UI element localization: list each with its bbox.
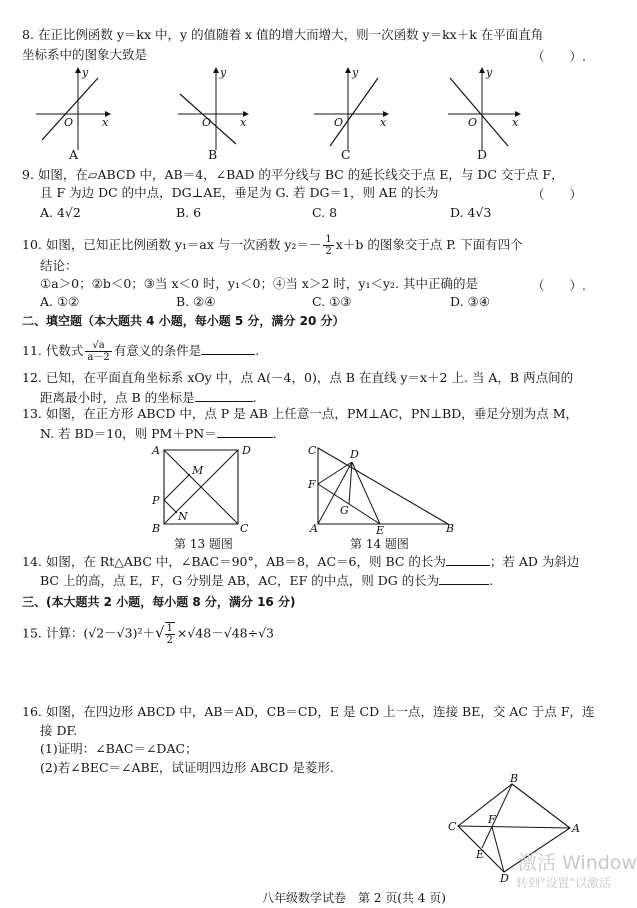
fig13-label-p: P	[152, 494, 160, 507]
fig16-label-a: A	[572, 822, 580, 835]
q8-d-y: y	[486, 66, 493, 79]
q15-fraction	[165, 622, 175, 646]
figure-13	[140, 440, 260, 540]
fig13-label-c: C	[240, 522, 249, 535]
section-3-heading: 三、(本大题共 2 小题，每小题 8 分，满分 16 分)	[22, 595, 296, 609]
q10-option-d: D. ③④	[450, 294, 490, 309]
q8-line1: 8. 在正比例函数 y＝kx 中，y 的值随着 x 值的增大而增大，则一次函数 y＝kx＋k 在平面直角	[22, 27, 544, 42]
q12-line2-text: 距离最小时，点 B 的坐标是	[40, 390, 195, 405]
q8-d-x: x	[512, 116, 519, 129]
q10-option-c: C. ①③	[312, 294, 352, 309]
q8-option-a: A	[69, 147, 79, 162]
q9-line1: 9. 如图，在▱ABCD 中，AB＝4，∠BAD 的平分线与 BC 的延长线交于点 E，与 DC 交于点 F，	[22, 167, 564, 182]
q8-a-y: y	[82, 66, 89, 79]
fig16-label-d: D	[500, 872, 509, 882]
q12-end: .	[252, 390, 257, 405]
fig16-label-e: E	[476, 848, 485, 861]
q10-line1-head: 10. 如图，已知正比例函数 y₁＝ax 与一次函数 y₂＝－	[22, 237, 322, 252]
q8-answer-paren: （ ）.	[532, 49, 586, 64]
q16-line2: 接 DF.	[40, 723, 78, 738]
q9-answer-paren: （ ）	[532, 187, 583, 202]
q8-graph-b	[178, 66, 248, 150]
q8-option-c: C	[341, 147, 351, 162]
q11-fraction	[85, 340, 111, 363]
q8-c-y: y	[352, 66, 359, 79]
q8-a-o: O	[64, 116, 74, 129]
q10-line2: 结论：	[40, 258, 78, 273]
q8-option-graphs	[0, 60, 637, 170]
q14-line1-post: ；若 AD 为斜边	[489, 554, 580, 569]
q8-b-x: x	[240, 116, 247, 129]
q14-answer-blank-2[interactable]	[439, 572, 489, 585]
q8-option-b: B	[208, 147, 218, 162]
page-footer: 八年级数学试卷 第 2 页(共 4 页)	[262, 891, 446, 905]
q16-line4: (2)若∠BEC＝∠ABE，试证明四边形 ABCD 是菱形.	[40, 760, 334, 775]
q13-answer-blank[interactable]	[217, 425, 273, 438]
fig14-label-b: B	[446, 522, 455, 535]
fig14-label-c: C	[308, 444, 317, 457]
q8-graph-a	[36, 66, 110, 150]
fig13-label-d: D	[242, 444, 251, 457]
q12-answer-blank[interactable]	[195, 389, 253, 402]
activation-watermark-hint: 转到"设置"以激活	[516, 876, 612, 890]
fig14-label-a: A	[310, 522, 318, 535]
fig14-label-d: D	[350, 448, 359, 461]
q14-line2-text: BC 上的高，点 E，F，G 分别是 AB，AC，EF 的中点，则 DG 的长为	[40, 573, 440, 588]
q13-line1: 13. 如图，在正方形 ABCD 中，点 P 是 AB 上任意一点，PM⊥AC，PN⊥BD，垂足分别为点 M，	[22, 406, 578, 421]
q10-option-b: B. ②④	[176, 294, 216, 309]
q15-pre: 15. 计算：(√2－√3)²＋	[22, 625, 155, 641]
q8-graph-c	[314, 66, 388, 150]
q9-option-a: A. 4√2	[40, 205, 81, 220]
q14-answer-blank-1[interactable]	[446, 553, 490, 566]
q16-line1: 16. 如图，在四边形 ABCD 中，AB＝AD，CB＝CD，E 是 CD 上一点，连接 BE，交 AC 于点 F，连	[22, 704, 595, 719]
q8-d-o: O	[468, 116, 478, 129]
q10-fraction	[323, 234, 333, 257]
fig13-label-b: B	[152, 522, 161, 535]
q8-a-x: x	[102, 116, 109, 129]
q14-line1	[22, 553, 579, 570]
q11-post: 有意义的条件是	[113, 343, 202, 358]
q9-line2: 且 F 为边 DC 的中点，DG⊥AE，垂足为 G. 若 DG＝1，则 AE 的长为	[40, 185, 439, 200]
q8-b-y: y	[220, 66, 227, 79]
q10-line1	[22, 234, 523, 257]
q11-frac-num: √a	[85, 340, 111, 352]
fig13-label-a: A	[152, 444, 160, 457]
q11-end: .	[255, 343, 260, 358]
q11-frac-den: a－2	[87, 352, 110, 363]
q8-b-o: O	[202, 116, 212, 129]
q8-c-o: O	[334, 116, 344, 129]
fig13-label-m: M	[192, 464, 204, 477]
q15-post: ×√48－√48÷√3	[176, 625, 274, 641]
q15-frac-num: 1	[166, 623, 173, 634]
q15-sqrt-sign: √	[154, 623, 165, 642]
q9-option-b: B. 6	[176, 205, 202, 220]
q10-frac-num: 1	[325, 234, 332, 245]
fig16-label-f: F	[488, 813, 496, 826]
q12-line1: 12. 已知，在平面直角坐标系 xOy 中，点 A(－4，0)，点 B 在直线 y＝x＋2 上. 当 A，B 两点间的	[22, 370, 574, 385]
q8-graph-d	[448, 66, 520, 150]
q11-line	[22, 340, 259, 363]
q9-option-d: D. 4√3	[450, 205, 492, 220]
q13-line2-text: N. 若 BD＝10，则 PM＋PN＝	[40, 426, 217, 441]
q15-frac-den: 2	[166, 635, 173, 646]
activation-watermark-title: 激活 Window	[518, 852, 637, 874]
q10-frac-den: 2	[325, 246, 332, 257]
q16-line3: (1)证明：∠BAC＝∠DAC；	[40, 741, 198, 756]
q9-option-c: C. 8	[312, 205, 338, 220]
fig16-label-b: B	[510, 772, 519, 785]
q10-answer-paren: （ ）.	[532, 278, 586, 293]
q13-end: .	[272, 426, 277, 441]
q8-c-x: x	[380, 116, 387, 129]
q8-option-d: D	[477, 147, 488, 162]
q14-end: .	[489, 573, 494, 588]
q14-line2	[40, 572, 493, 589]
q14-line1-text: 14. 如图，在 Rt△ABC 中，∠BAC＝90°，AB＝8，AC＝6，则 BC 的长为	[22, 554, 446, 569]
fig16-label-c: C	[448, 820, 457, 833]
fig14-label-e: E	[376, 524, 385, 537]
q8-line2: 坐标系中的图象大致是	[22, 47, 148, 62]
q15-line	[22, 622, 274, 646]
q10-line3: ①a＞0；②b＜0；③当 x＜0 时，y₁＜0；④当 x＞2 时，y₁＜y₂. 其中正确的是	[40, 276, 478, 291]
fig13-label-n: N	[178, 510, 188, 523]
q11-pre: 11. 代数式	[22, 343, 84, 358]
q12-line2	[40, 389, 257, 406]
q10-line1-tail: x＋b 的图象交于点 P. 下面有四个	[335, 237, 523, 252]
section-2-heading: 二、填空题（本大题共 4 小题，每小题 5 分，满分 20 分）	[22, 314, 345, 328]
fig14-label-f: F	[308, 478, 316, 491]
figure-13-caption: 第 13 题图	[174, 537, 233, 551]
q10-option-a: A. ①②	[40, 294, 80, 309]
figure-14-caption: 第 14 题图	[350, 537, 409, 551]
q11-answer-blank[interactable]	[201, 342, 255, 355]
fig14-label-g: G	[340, 504, 349, 517]
figure-14	[300, 440, 465, 540]
